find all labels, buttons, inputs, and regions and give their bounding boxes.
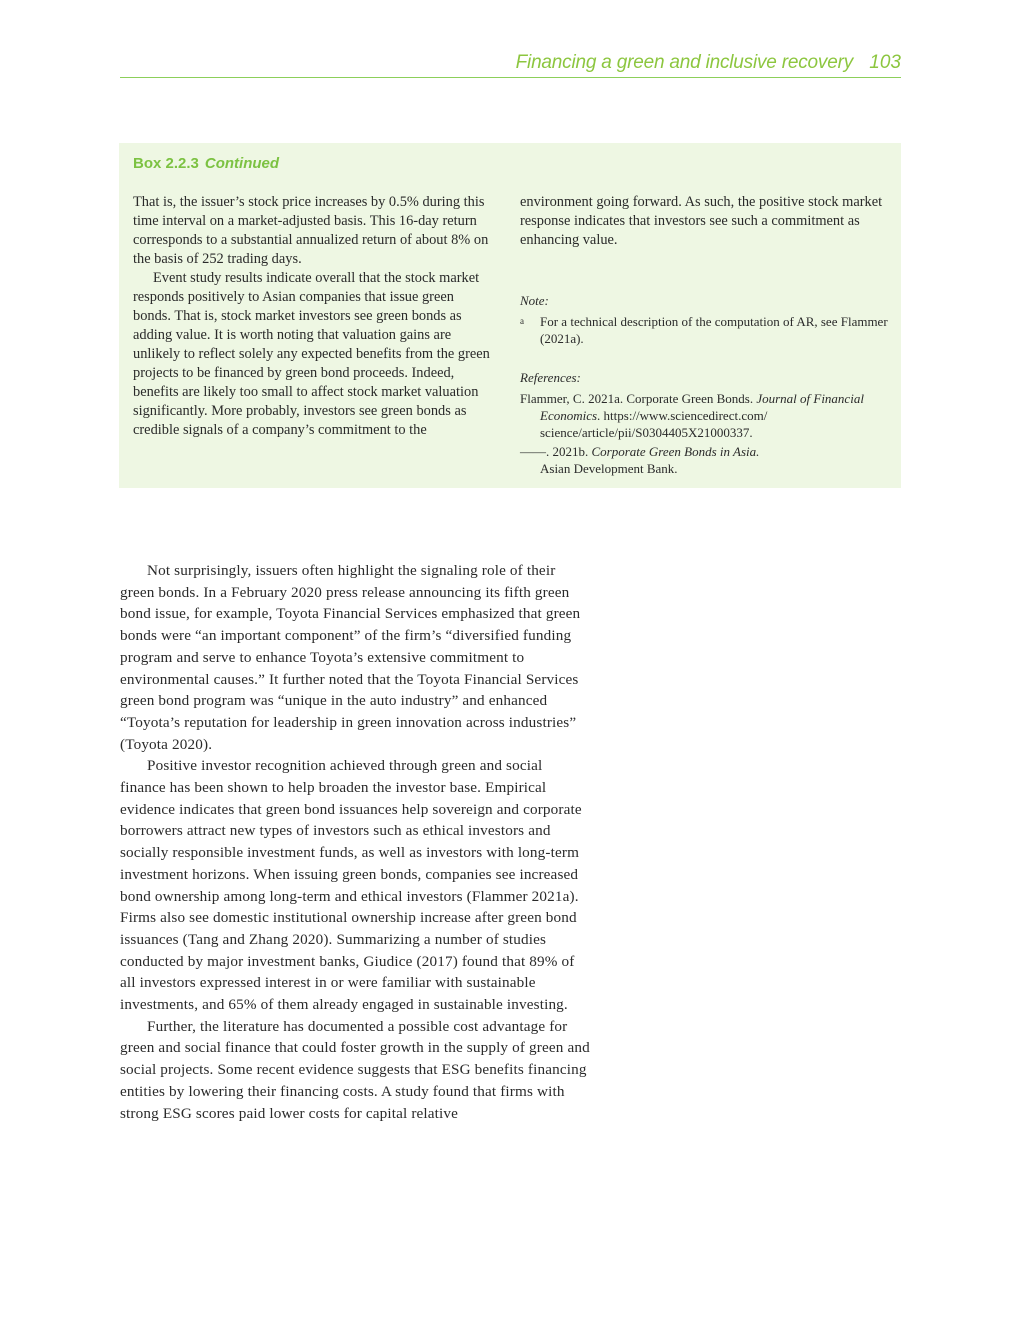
- running-header: [120, 50, 901, 78]
- note-label: Note:: [520, 293, 549, 308]
- footnote-text: For a technical description of the computation of AR, see Flammer (2021a).: [540, 314, 888, 346]
- reference-lead: Flammer, C. 2021a. Corporate Green Bonds.: [520, 391, 754, 406]
- box-paragraph: That is, the issuer’s stock price increases by 0.5% during this time interval on a market-adjusted basis. This 16-day return corresponds to a substantial annualized return of about 8% on the basis of 252 trading days.: [133, 194, 489, 267]
- body-text: [120, 560, 590, 1124]
- box-paragraph: environment going forward. As such, the positive stock market response indicates that investors see such a commitment as enhancing value.: [520, 194, 883, 248]
- reference-url: . https://www.sciencedirect.com/ science/article/pii/S0304405X21000337.: [540, 408, 768, 440]
- box-paragraph: Event study results indicate overall that the stock market responds positively to Asian companies that issue green bonds. That is, stock market investors see green bonds as adding value. It is worth noting that valuation gains are unlikely to reflect solely any expected benefits from the green projects to be financed by green bond proceeds. Indeed, benefits are likely too small to affect stock market valuation significantly. More probably, investors see green bonds as credible signals of a company’s commitment to the: [133, 270, 490, 438]
- reference-item: [520, 443, 892, 477]
- body-paragraph: Positive investor recognition achieved through green and social finance has been shown to help broaden the investor base. Empirical evidence indicates that green bond issuances help sovereign and corporate borrowers attract new types of investors such as ethical investors and socially responsible investment funds, as well as investors with long-term investment horizons. When issuing green bonds, companies see increased bond ownership among long-term and ethical investors (Flammer 2021a). Firms also see domestic institutional ownership increase after green bond issuances (Tang and Zhang 2020). Summarizing a number of studies conducted by major investment banks, Giudice (2017) found that 89% of all investors expressed interest in or were familiar with sustainable investments, and 65% of them already engaged in sustainable investing.: [120, 757, 582, 1014]
- reference-item: [520, 390, 892, 441]
- box-left-column: [133, 193, 495, 440]
- box-references: [520, 369, 892, 479]
- box-panel: [119, 143, 901, 488]
- box-label: Box 2.2.3: [133, 155, 199, 172]
- box-note: [520, 292, 892, 347]
- footnote: [520, 313, 892, 347]
- reference-title: Corporate Green Bonds in Asia.: [591, 444, 760, 459]
- reference-lead: ——. 2021b.: [520, 444, 589, 459]
- footnote-marker: a: [520, 316, 524, 326]
- box-title: [133, 155, 279, 172]
- running-title: Financing a green and inclusive recovery: [515, 52, 853, 73]
- box-right-column: [520, 193, 892, 250]
- page-number: 103: [869, 52, 901, 73]
- references-label: References:: [520, 370, 581, 385]
- reference-journal: Journal of Financial Economics: [540, 391, 864, 423]
- box-continued: Continued: [204, 155, 280, 172]
- reference-publisher: Asian Development Bank.: [540, 461, 678, 476]
- body-paragraph: Further, the literature has documented a possible cost advantage for green and social finance that could foster growth in the supply of green and social projects. Some recent evidence suggests that ESG benefits financing entities by lowering their financing costs. A study found that firms with strong ESG scores paid lower costs for capital relative: [120, 1017, 590, 1122]
- body-paragraph: Not surprisingly, issuers often highlight the signaling role of their green bonds. In a February 2020 press release announcing its fifth green bond issue, for example, Toyota Financial Services emphasized that green bonds were “an important component” of the firm’s “diversified funding program and serve to enhance Toyota’s extensive commitment to environmental causes.” It further noted that the Toyota Financial Services green bond program was “unique in the auto industry” and enhanced “Toyota’s reputation for leadership in green innovation across industries” (Toyota 2020).: [120, 562, 581, 753]
